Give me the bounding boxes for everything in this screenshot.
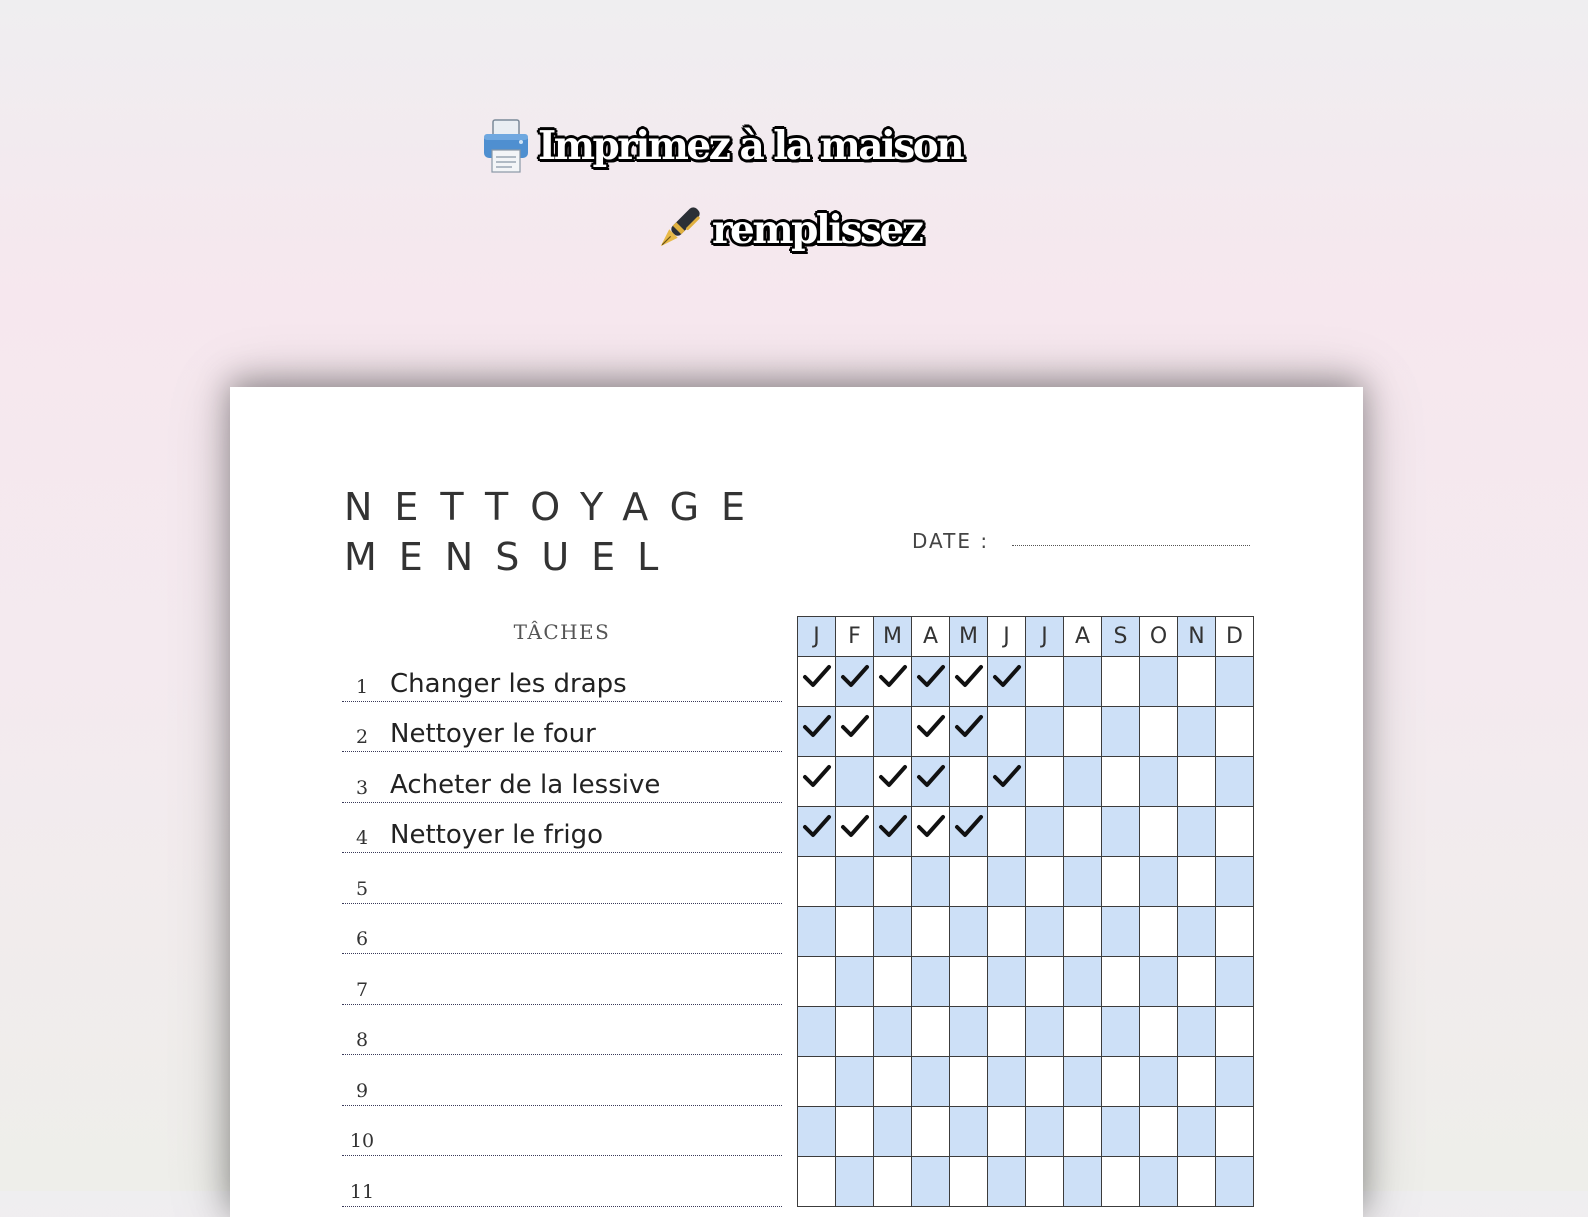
- grid-cell[interactable]: [874, 1107, 912, 1157]
- grid-cell[interactable]: [1140, 907, 1178, 957]
- grid-cell[interactable]: [912, 957, 950, 1007]
- task-row[interactable]: [342, 651, 782, 702]
- grid-cell[interactable]: [1102, 857, 1140, 907]
- grid-cell[interactable]: [988, 807, 1026, 857]
- grid-cell[interactable]: [1216, 1007, 1254, 1057]
- grid-cell[interactable]: [1178, 1157, 1216, 1207]
- grid-cell[interactable]: [1216, 707, 1254, 757]
- grid-cell[interactable]: [1216, 857, 1254, 907]
- grid-cell[interactable]: [1064, 1157, 1102, 1207]
- check-icon: [916, 714, 946, 740]
- check-icon: [916, 764, 946, 790]
- task-row[interactable]: [342, 803, 782, 854]
- month-header: J: [798, 617, 836, 657]
- grid-cell[interactable]: [1216, 757, 1254, 807]
- task-row[interactable]: [342, 1055, 782, 1106]
- grid-cell[interactable]: [874, 757, 912, 807]
- grid-cell[interactable]: [1140, 957, 1178, 1007]
- grid-cell[interactable]: [1178, 657, 1216, 707]
- grid-cell[interactable]: [1064, 1057, 1102, 1107]
- task-number: 3: [355, 776, 369, 799]
- grid-cell[interactable]: [798, 957, 836, 1007]
- task-row[interactable]: [342, 853, 782, 904]
- grid-cell[interactable]: [836, 1157, 874, 1207]
- grid-cell[interactable]: [1064, 707, 1102, 757]
- month-header: F: [836, 617, 874, 657]
- grid-cell[interactable]: [912, 857, 950, 907]
- grid-cell[interactable]: [1140, 1107, 1178, 1157]
- grid-cell[interactable]: [950, 707, 988, 757]
- grid-cell[interactable]: [1178, 707, 1216, 757]
- grid-cell[interactable]: [950, 657, 988, 707]
- check-icon: [916, 814, 946, 840]
- month-header: N: [1178, 617, 1216, 657]
- grid-cell[interactable]: [988, 857, 1026, 907]
- task-number: 2: [355, 726, 369, 748]
- grid-cell[interactable]: [950, 757, 988, 807]
- check-icon: [840, 814, 870, 840]
- grid-cell[interactable]: [1178, 1107, 1216, 1157]
- month-header: J: [1026, 617, 1064, 657]
- grid-cell[interactable]: [798, 907, 836, 957]
- month-header: S: [1102, 617, 1140, 657]
- banner-print: [482, 118, 962, 174]
- banner-line-1: Imprimez à la maison: [538, 123, 963, 169]
- month-header: A: [1064, 617, 1102, 657]
- month-header: M: [874, 617, 912, 657]
- month-header: A: [912, 617, 950, 657]
- check-icon: [802, 814, 832, 840]
- grid-row: [798, 857, 1254, 907]
- grid-cell[interactable]: [836, 957, 874, 1007]
- grid-row: [798, 707, 1254, 757]
- grid-row: [798, 907, 1254, 957]
- grid-cell[interactable]: [912, 657, 950, 707]
- grid-cell[interactable]: [836, 1107, 874, 1157]
- grid-cell[interactable]: [1216, 1107, 1254, 1157]
- month-header-row: [798, 617, 1254, 657]
- grid-row: [798, 957, 1254, 1007]
- grid-cell[interactable]: [874, 857, 912, 907]
- grid-cell[interactable]: [1102, 757, 1140, 807]
- task-row[interactable]: [342, 1106, 782, 1157]
- grid-cell[interactable]: [950, 1057, 988, 1107]
- check-icon: [878, 764, 908, 790]
- grid-cell[interactable]: [798, 807, 836, 857]
- grid-cell[interactable]: [1178, 1057, 1216, 1107]
- grid-cell[interactable]: [1140, 757, 1178, 807]
- grid-cell[interactable]: [1102, 1057, 1140, 1107]
- check-icon: [802, 664, 832, 690]
- grid-cell[interactable]: [798, 1007, 836, 1057]
- grid-cell[interactable]: [1026, 1157, 1064, 1207]
- task-list: [342, 651, 782, 1207]
- grid-row: [798, 1057, 1254, 1107]
- grid-cell[interactable]: [1178, 957, 1216, 1007]
- check-icon: [802, 764, 832, 790]
- check-icon: [878, 664, 908, 690]
- grid-cell[interactable]: [836, 657, 874, 707]
- grid-cell[interactable]: [912, 1107, 950, 1157]
- task-number: 5: [355, 877, 369, 900]
- grid-cell[interactable]: [1216, 907, 1254, 957]
- grid-cell[interactable]: [798, 757, 836, 807]
- check-icon: [954, 814, 984, 840]
- grid-cell[interactable]: [950, 1007, 988, 1057]
- grid-cell[interactable]: [1178, 857, 1216, 907]
- grid-cell[interactable]: [988, 1107, 1026, 1157]
- grid-cell[interactable]: [912, 1057, 950, 1107]
- grid-cell[interactable]: [988, 707, 1026, 757]
- grid-cell[interactable]: [1178, 757, 1216, 807]
- task-label: Nettoyer le four: [390, 719, 596, 749]
- grid-cell[interactable]: [1140, 857, 1178, 907]
- grid-cell[interactable]: [1064, 757, 1102, 807]
- task-label: Acheter de la lessive: [390, 769, 661, 800]
- grid-row: [798, 757, 1254, 807]
- grid-cell[interactable]: [1102, 1157, 1140, 1207]
- grid-cell[interactable]: [874, 1057, 912, 1107]
- task-number: 11: [349, 1180, 375, 1203]
- task-number: 7: [355, 978, 369, 1001]
- grid-cell[interactable]: [1140, 1057, 1178, 1107]
- task-row[interactable]: [342, 904, 782, 955]
- grid-cell[interactable]: [1216, 1157, 1254, 1207]
- grid-cell[interactable]: [836, 857, 874, 907]
- grid-cell[interactable]: [988, 1057, 1026, 1107]
- printer-icon: [482, 118, 530, 174]
- grid-cell[interactable]: [1216, 807, 1254, 857]
- grid-cell[interactable]: [912, 1007, 950, 1057]
- grid-cell[interactable]: [874, 957, 912, 1007]
- grid-cell[interactable]: [874, 707, 912, 757]
- grid-cell[interactable]: [950, 957, 988, 1007]
- month-header: D: [1216, 617, 1254, 657]
- grid-cell[interactable]: [1178, 807, 1216, 857]
- grid-cell[interactable]: [874, 1157, 912, 1207]
- grid-cell[interactable]: [798, 1107, 836, 1157]
- title-line-2: MENSUEL: [344, 535, 681, 579]
- grid-cell[interactable]: [912, 757, 950, 807]
- grid-cell[interactable]: [836, 707, 874, 757]
- task-row[interactable]: [342, 1005, 782, 1056]
- grid-cell[interactable]: [1064, 857, 1102, 907]
- task-row[interactable]: [342, 954, 782, 1005]
- grid-cell[interactable]: [1026, 1107, 1064, 1157]
- grid-cell[interactable]: [1140, 707, 1178, 757]
- grid-cell[interactable]: [1140, 657, 1178, 707]
- grid-cell[interactable]: [1216, 1057, 1254, 1107]
- grid-cell[interactable]: [950, 857, 988, 907]
- grid-cell[interactable]: [988, 657, 1026, 707]
- check-icon: [954, 714, 984, 740]
- grid-cell[interactable]: [1102, 657, 1140, 707]
- cleaning-sheet: [230, 387, 1363, 1217]
- grid-row: [798, 1107, 1254, 1157]
- month-header: M: [950, 617, 988, 657]
- date-label: DATE :: [912, 529, 990, 553]
- grid-cell[interactable]: [988, 1157, 1026, 1207]
- grid-cell[interactable]: [1102, 1007, 1140, 1057]
- grid-cell[interactable]: [1216, 957, 1254, 1007]
- grid-cell[interactable]: [1026, 707, 1064, 757]
- check-icon: [878, 814, 908, 840]
- grid-cell[interactable]: [1026, 657, 1064, 707]
- grid-cell[interactable]: [1064, 957, 1102, 1007]
- grid-cell[interactable]: [1026, 907, 1064, 957]
- task-label: Changer les draps: [390, 668, 627, 699]
- grid-cell[interactable]: [912, 907, 950, 957]
- grid-cell[interactable]: [1064, 907, 1102, 957]
- grid-cell[interactable]: [1102, 807, 1140, 857]
- grid-cell[interactable]: [798, 1057, 836, 1107]
- check-icon: [802, 714, 832, 740]
- grid-cell[interactable]: [950, 907, 988, 957]
- grid-cell[interactable]: [1102, 957, 1140, 1007]
- grid-cell[interactable]: [988, 957, 1026, 1007]
- grid-cell[interactable]: [1064, 1107, 1102, 1157]
- grid-cell[interactable]: [874, 807, 912, 857]
- grid-cell[interactable]: [798, 657, 836, 707]
- check-icon: [954, 664, 984, 690]
- task-row[interactable]: [342, 752, 782, 803]
- grid-cell[interactable]: [950, 1107, 988, 1157]
- check-icon: [840, 714, 870, 740]
- grid-cell[interactable]: [1102, 707, 1140, 757]
- grid-cell[interactable]: [798, 1157, 836, 1207]
- grid-cell[interactable]: [874, 1007, 912, 1057]
- grid-cell[interactable]: [1064, 807, 1102, 857]
- grid-cell[interactable]: [798, 857, 836, 907]
- check-icon: [916, 664, 946, 690]
- check-icon: [992, 664, 1022, 690]
- task-number: 9: [355, 1079, 369, 1102]
- grid-cell[interactable]: [874, 907, 912, 957]
- grid-cell[interactable]: [836, 1057, 874, 1107]
- grid-cell[interactable]: [874, 657, 912, 707]
- grid-cell[interactable]: [1140, 1007, 1178, 1057]
- task-number: 4: [355, 827, 369, 849]
- grid-cell[interactable]: [988, 1007, 1026, 1057]
- grid-row: [798, 1157, 1254, 1207]
- grid-row: [798, 657, 1254, 707]
- task-row[interactable]: [342, 702, 782, 753]
- grid-cell[interactable]: [798, 707, 836, 757]
- grid-cell[interactable]: [836, 1007, 874, 1057]
- grid-row: [798, 1007, 1254, 1057]
- grid-cell[interactable]: [1216, 657, 1254, 707]
- grid-cell[interactable]: [836, 807, 874, 857]
- task-number: 8: [355, 1029, 369, 1051]
- grid-cell[interactable]: [1140, 807, 1178, 857]
- title-line-1: NETTOYAGE: [344, 485, 768, 529]
- check-icon: [992, 764, 1022, 790]
- grid-cell[interactable]: [1026, 1007, 1064, 1057]
- grid-cell[interactable]: [1140, 1157, 1178, 1207]
- grid-cell[interactable]: [1026, 807, 1064, 857]
- month-grid-table: [797, 616, 1254, 1207]
- month-grid: [797, 616, 1254, 1207]
- grid-cell[interactable]: [1178, 907, 1216, 957]
- month-header: O: [1140, 617, 1178, 657]
- grid-cell[interactable]: [1026, 757, 1064, 807]
- task-label: Nettoyer le frigo: [390, 820, 604, 850]
- grid-row: [798, 807, 1254, 857]
- grid-cell[interactable]: [1102, 907, 1140, 957]
- grid-cell[interactable]: [988, 907, 1026, 957]
- grid-cell[interactable]: [1026, 857, 1064, 907]
- grid-cell[interactable]: [912, 1157, 950, 1207]
- grid-cell[interactable]: [950, 1157, 988, 1207]
- grid-cell[interactable]: [836, 907, 874, 957]
- task-row[interactable]: [342, 1156, 782, 1207]
- banner-fill: [650, 203, 921, 257]
- grid-cell[interactable]: [912, 707, 950, 757]
- month-header: J: [988, 617, 1026, 657]
- grid-cell[interactable]: [950, 807, 988, 857]
- check-icon: [840, 664, 870, 690]
- banner-line-2: remplissez: [712, 207, 922, 253]
- grid-cell[interactable]: [1064, 1007, 1102, 1057]
- grid-cell[interactable]: [1102, 1107, 1140, 1157]
- pen-icon: [650, 203, 704, 257]
- grid-cell[interactable]: [836, 757, 874, 807]
- grid-cell[interactable]: [912, 807, 950, 857]
- sheet-title: [344, 482, 767, 582]
- grid-cell[interactable]: [1026, 1057, 1064, 1107]
- task-number: 1: [355, 675, 369, 698]
- grid-cell[interactable]: [1026, 957, 1064, 1007]
- task-number: 10: [349, 1130, 375, 1152]
- grid-cell[interactable]: [1064, 657, 1102, 707]
- grid-cell[interactable]: [1178, 1007, 1216, 1057]
- tasks-header: TÂCHES: [513, 620, 611, 644]
- task-number: 6: [355, 928, 369, 950]
- grid-cell[interactable]: [988, 757, 1026, 807]
- date-field[interactable]: [1012, 545, 1250, 546]
